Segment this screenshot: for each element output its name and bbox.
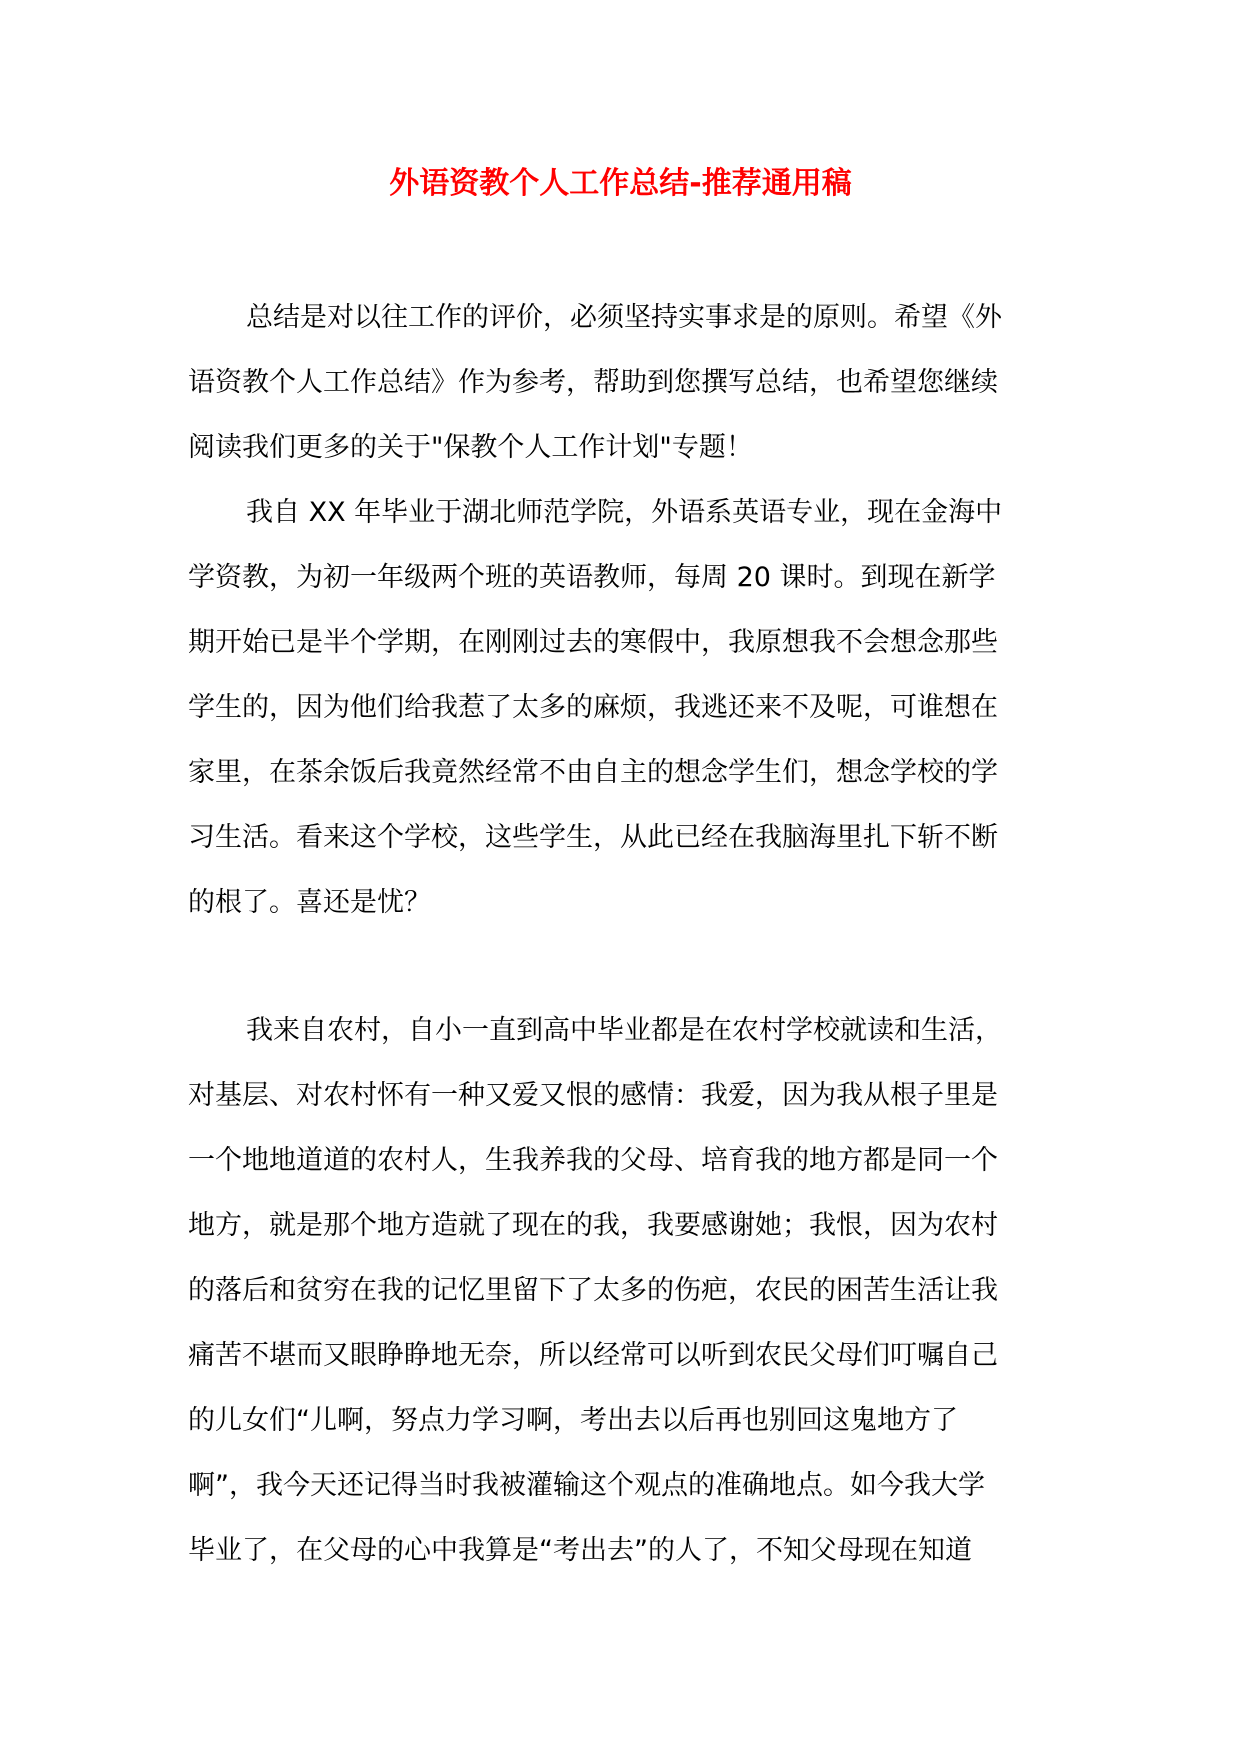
- paragraph-line: 对基层、对农村怀有一种又爱又恨的感情：我爱，因为我从根子里是: [188, 1080, 998, 1111]
- paragraph-line: 地方，就是那个地方造就了现在的我，我要感谢她；我恨，因为农村: [188, 1210, 998, 1241]
- paragraph-line: 期开始已是半个学期，在刚刚过去的寒假中，我原想我不会想念那些: [188, 627, 998, 658]
- paragraph-line: 我自 XX 年毕业于湖北师范学院，外语系英语专业，现在金海中: [246, 497, 1003, 528]
- paragraph-line: 习生活。看来这个学校，这些学生，从此已经在我脑海里扎下斩不断: [188, 822, 998, 853]
- paragraph-line: 学资教，为初一年级两个班的英语教师，每周 20 课时。到现在新学: [188, 562, 996, 593]
- paragraph-line: 学生的，因为他们给我惹了太多的麻烦，我逃还来不及呢，可谁想在: [188, 692, 998, 723]
- paragraph-line: 家里，在茶余饭后我竟然经常不由自主的想念学生们，想念学校的学: [188, 757, 998, 788]
- paragraph-line: 阅读我们更多的关于"保教个人工作计划"专题！: [188, 432, 753, 463]
- paragraph-line: 一个地地道道的农村人，生我养我的父母、培育我的地方都是同一个: [188, 1145, 998, 1176]
- paragraph-line: 啊”，我今天还记得当时我被灌输这个观点的准确地点。如今我大学: [188, 1470, 985, 1501]
- paragraph-line: 语资教个人工作总结》作为参考，帮助到您撰写总结，也希望您继续: [188, 367, 998, 398]
- paragraph-origin: [188, 998, 1068, 1583]
- paragraph-line: 我来自农村，自小一直到高中毕业都是在农村学校就读和生活，: [246, 1015, 1002, 1046]
- paragraph-line: 的儿女们“儿啊，努点力学习啊，考出去以后再也别回这鬼地方了: [188, 1405, 958, 1436]
- paragraph-line: 毕业了，在父母的心中我算是“考出去”的人了，不知父母现在知道: [188, 1535, 972, 1566]
- paragraph-line: 的落后和贫穷在我的记忆里留下了太多的伤疤，农民的困苦生活让我: [188, 1275, 998, 1306]
- paragraph-line: 的根了。喜还是忧？: [188, 887, 431, 918]
- paragraph-line: 总结是对以往工作的评价，必须坚持实事求是的原则。希望《外: [246, 302, 1002, 333]
- paragraph-intro: [188, 285, 1068, 480]
- paragraph-line: 痛苦不堪而又眼睁睁地无奈，所以经常可以听到农民父母们叮嘱自己: [188, 1340, 998, 1371]
- paragraph-background: [188, 480, 1068, 935]
- document-title: 外语资教个人工作总结-推荐通用稿: [389, 166, 852, 201]
